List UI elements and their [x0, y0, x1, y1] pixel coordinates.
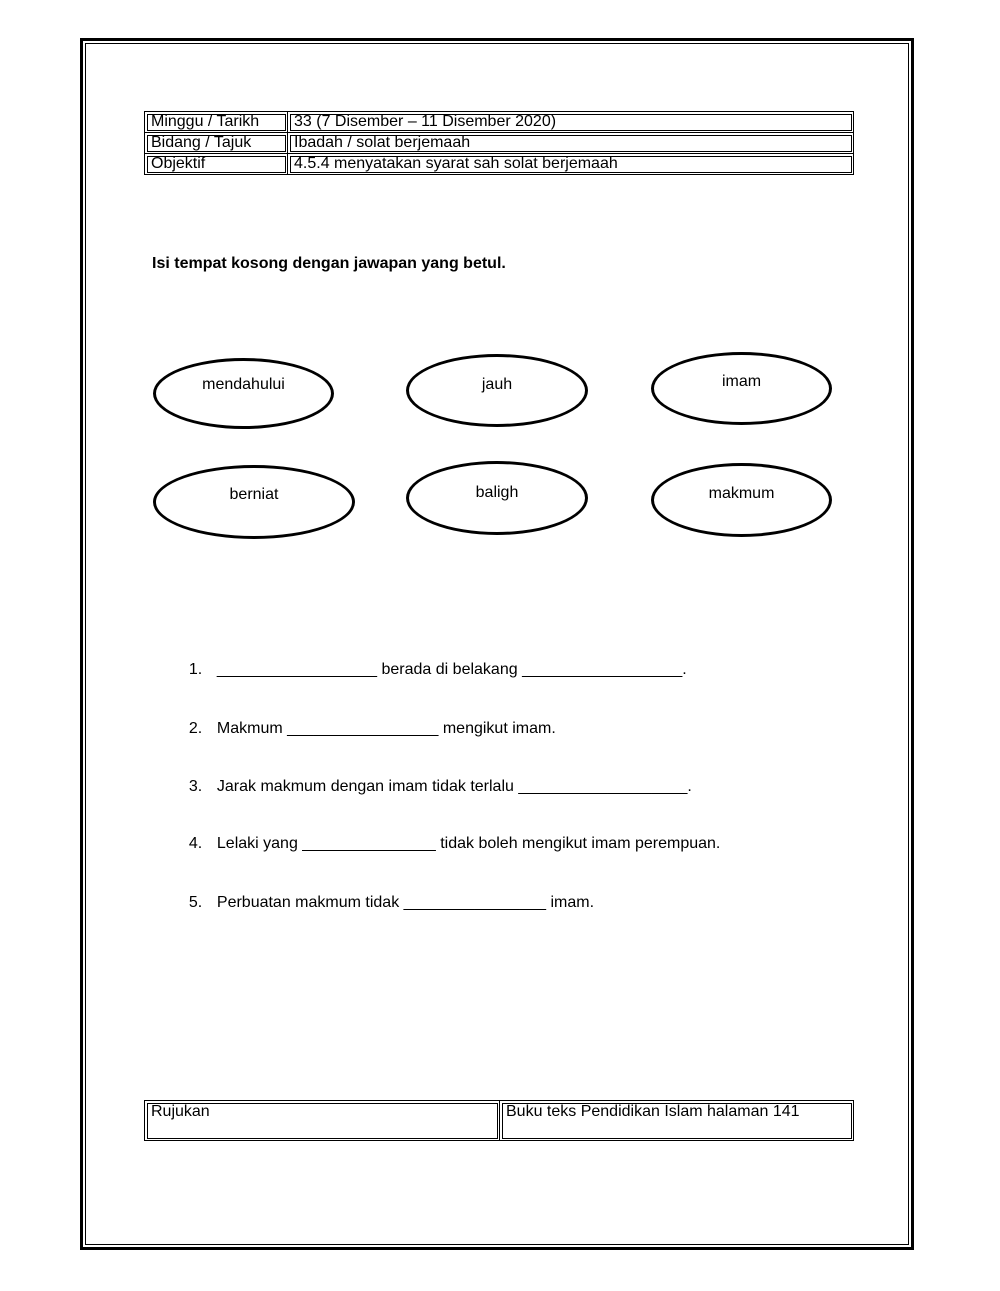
word-label: imam — [721, 373, 762, 390]
word-label: baligh — [475, 484, 519, 501]
question-text: Perbuatan makmum tidak ________________ imam. — [216, 894, 595, 911]
question-text: Makmum _________________ mengikut imam. — [216, 720, 556, 737]
table-row — [145, 133, 854, 154]
question-number: 1. — [188, 661, 203, 678]
question-item — [180, 760, 692, 796]
word-bank-oval[interactable] — [651, 352, 832, 425]
word-bank-oval[interactable] — [153, 358, 334, 429]
topic-label: Bidang / Tajuk — [145, 133, 288, 154]
question-number: 2. — [188, 720, 203, 737]
question-text: Jarak makmum dengan imam tidak terlalu ___________________. — [216, 778, 692, 795]
word-bank-oval[interactable] — [406, 461, 588, 535]
word-label: berniat — [229, 486, 279, 503]
question-item — [180, 876, 594, 912]
header-table — [144, 111, 854, 175]
reference-table — [144, 1100, 854, 1141]
reference-label: Rujukan — [145, 1101, 500, 1141]
question-item — [180, 702, 556, 738]
reference-value: Buku teks Pendidikan Islam halaman 141 — [500, 1101, 854, 1141]
table-row — [145, 154, 854, 175]
word-label: jauh — [481, 376, 513, 393]
objective-label: Objektif — [145, 154, 288, 175]
question-number: 5. — [188, 894, 203, 911]
instruction-text: Isi tempat kosong dengan jawapan yang betul. — [152, 255, 506, 272]
question-text: __________________ berada di belakang __________________. — [216, 661, 687, 678]
word-bank-oval[interactable] — [153, 465, 355, 539]
word-bank-oval[interactable] — [406, 354, 588, 427]
question-item — [180, 643, 687, 679]
question-item — [180, 817, 720, 853]
table-row — [145, 1101, 854, 1141]
word-bank-oval[interactable] — [651, 463, 832, 537]
week-date-value: 33 (7 Disember – 11 Disember 2020) — [288, 112, 854, 133]
question-number: 3. — [188, 778, 203, 795]
question-text: Lelaki yang _______________ tidak boleh mengikut imam perempuan. — [216, 835, 721, 852]
word-label: mendahului — [202, 376, 285, 393]
word-label: makmum — [708, 485, 775, 502]
week-date-label: Minggu / Tarikh — [145, 112, 288, 133]
question-number: 4. — [188, 835, 203, 852]
objective-value: 4.5.4 menyatakan syarat sah solat berjemaah — [288, 154, 854, 175]
table-row — [145, 112, 854, 133]
topic-value: Ibadah / solat berjemaah — [288, 133, 854, 154]
